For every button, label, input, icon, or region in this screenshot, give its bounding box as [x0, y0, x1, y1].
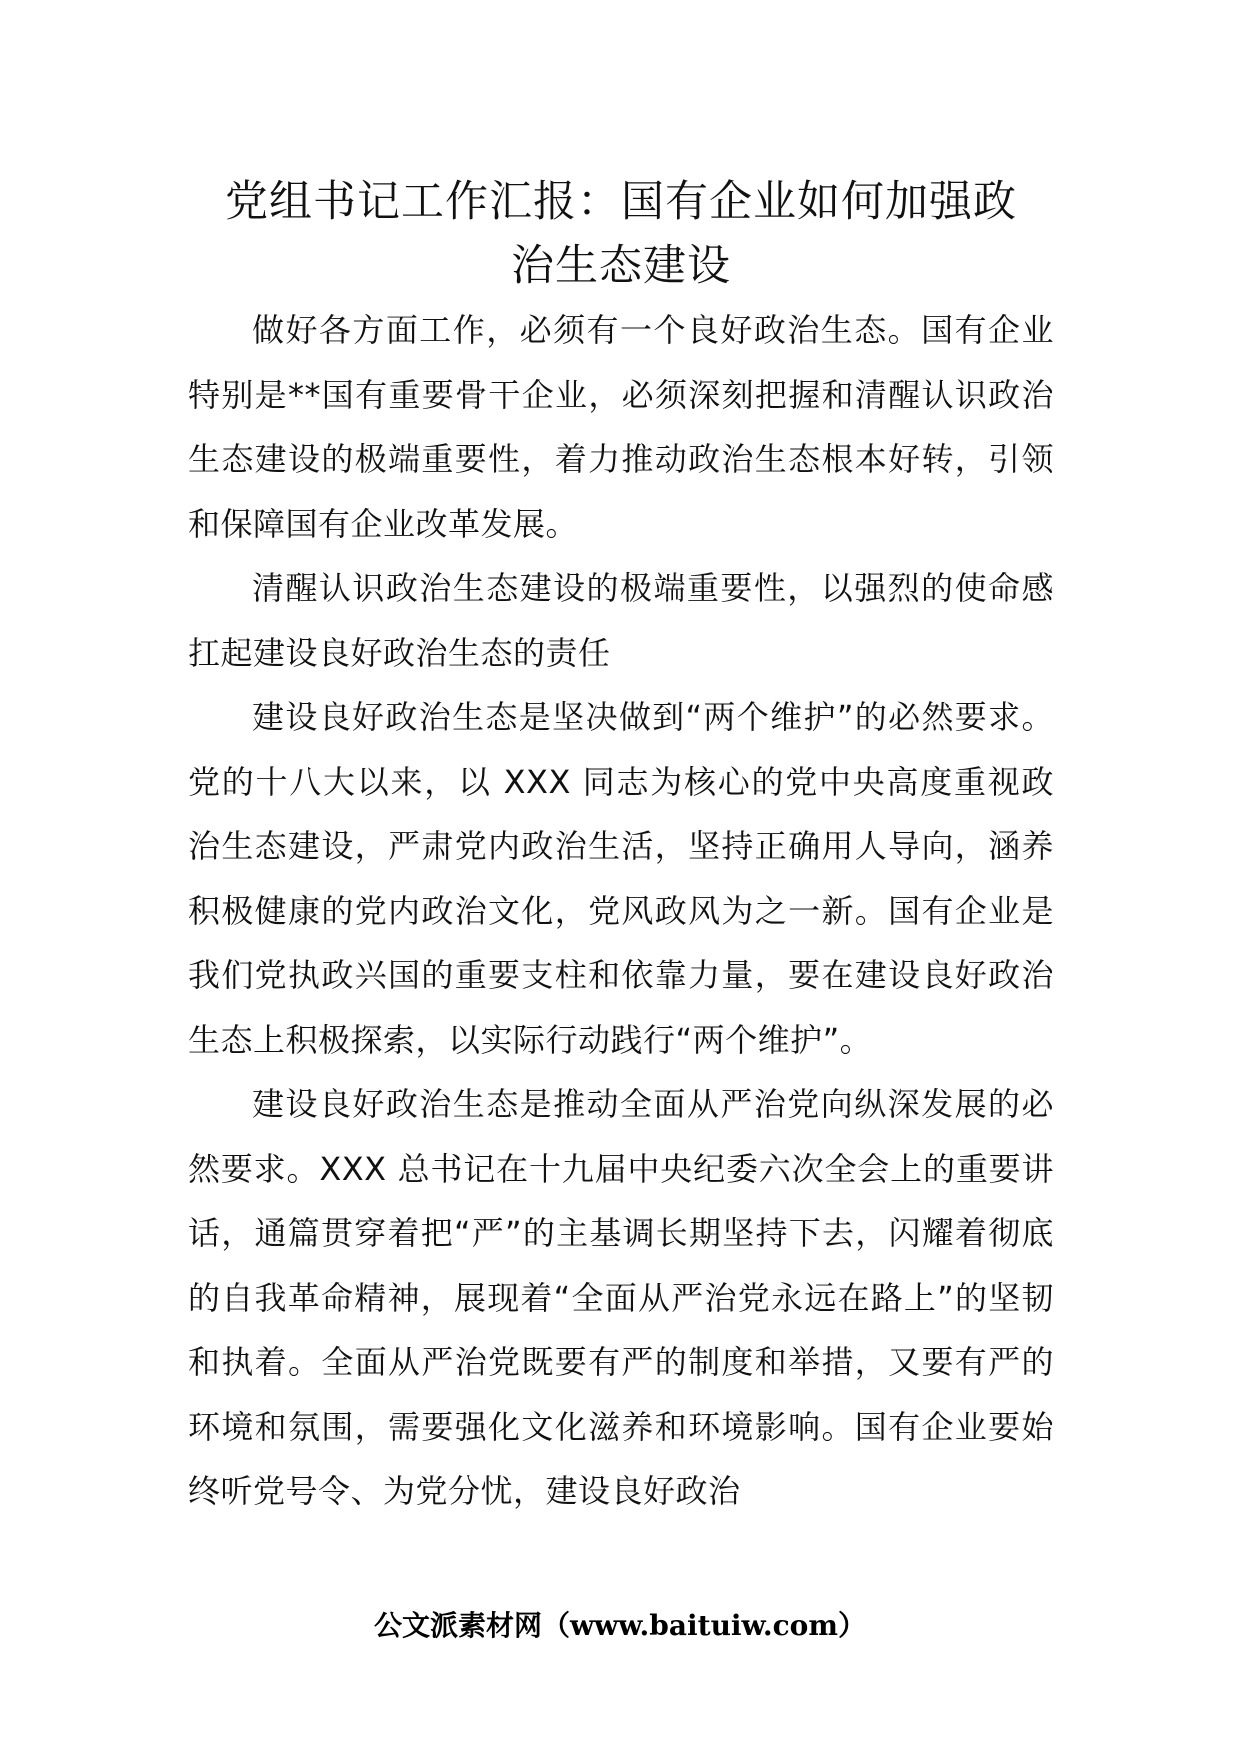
- paragraph: 建设良好政治生态是坚决做到“两个维护”的必然要求。党的十八大以来，以 XXX 同志为核心的党中央高度重视政治生态建设，严肃党内政治生活，坚持正确用人导向，涵养积极健康的党内政治文化，党风政风为之一新。国有企业是我们党执政兴国的重要支柱和依靠力量，要在建设良好政治生态上积极探索，以实际行动践行“两个维护”。: [188, 698, 1054, 1059]
- paragraph: 建设良好政治生态是推动全面从严治党向纵深发展的必然要求。XXX 总书记在十九届中央纪委六次全会上的重要讲话，通篇贯穿着把“严”的主基调长期坚持下去，闪耀着彻底的自我革命精神，展现着“全面从严治党永远在路上”的坚韧和执着。全面从严治党既要有严的制度和举措，又要有严的环境和氛围，需要强化文化滋养和环境影响。国有企业要始终听党号令、为党分忧，建设良好政治: [188, 1085, 1054, 1510]
- title-line-1: 党组书记工作汇报：国有企业如何加强政: [225, 177, 1017, 227]
- paragraph: 清醒认识政治生态建设的极端重要性，以强烈的使命感扛起建设良好政治生态的责任: [188, 569, 1054, 672]
- title-line-2: 治生态建设: [511, 241, 731, 291]
- page-footer: 公文派素材网（www.baituiw.com）: [374, 1609, 866, 1642]
- document-body: [188, 298, 1054, 1524]
- document-page: [188, 170, 1054, 1524]
- paragraph: 做好各方面工作，必须有一个良好政治生态。国有企业特别是**国有重要骨干企业，必须深刻把握和清醒认识政治生态建设的极端重要性，着力推动政治生态根本好转，引领和保障国有企业改革发展。: [188, 311, 1054, 543]
- document-title: [188, 170, 1054, 298]
